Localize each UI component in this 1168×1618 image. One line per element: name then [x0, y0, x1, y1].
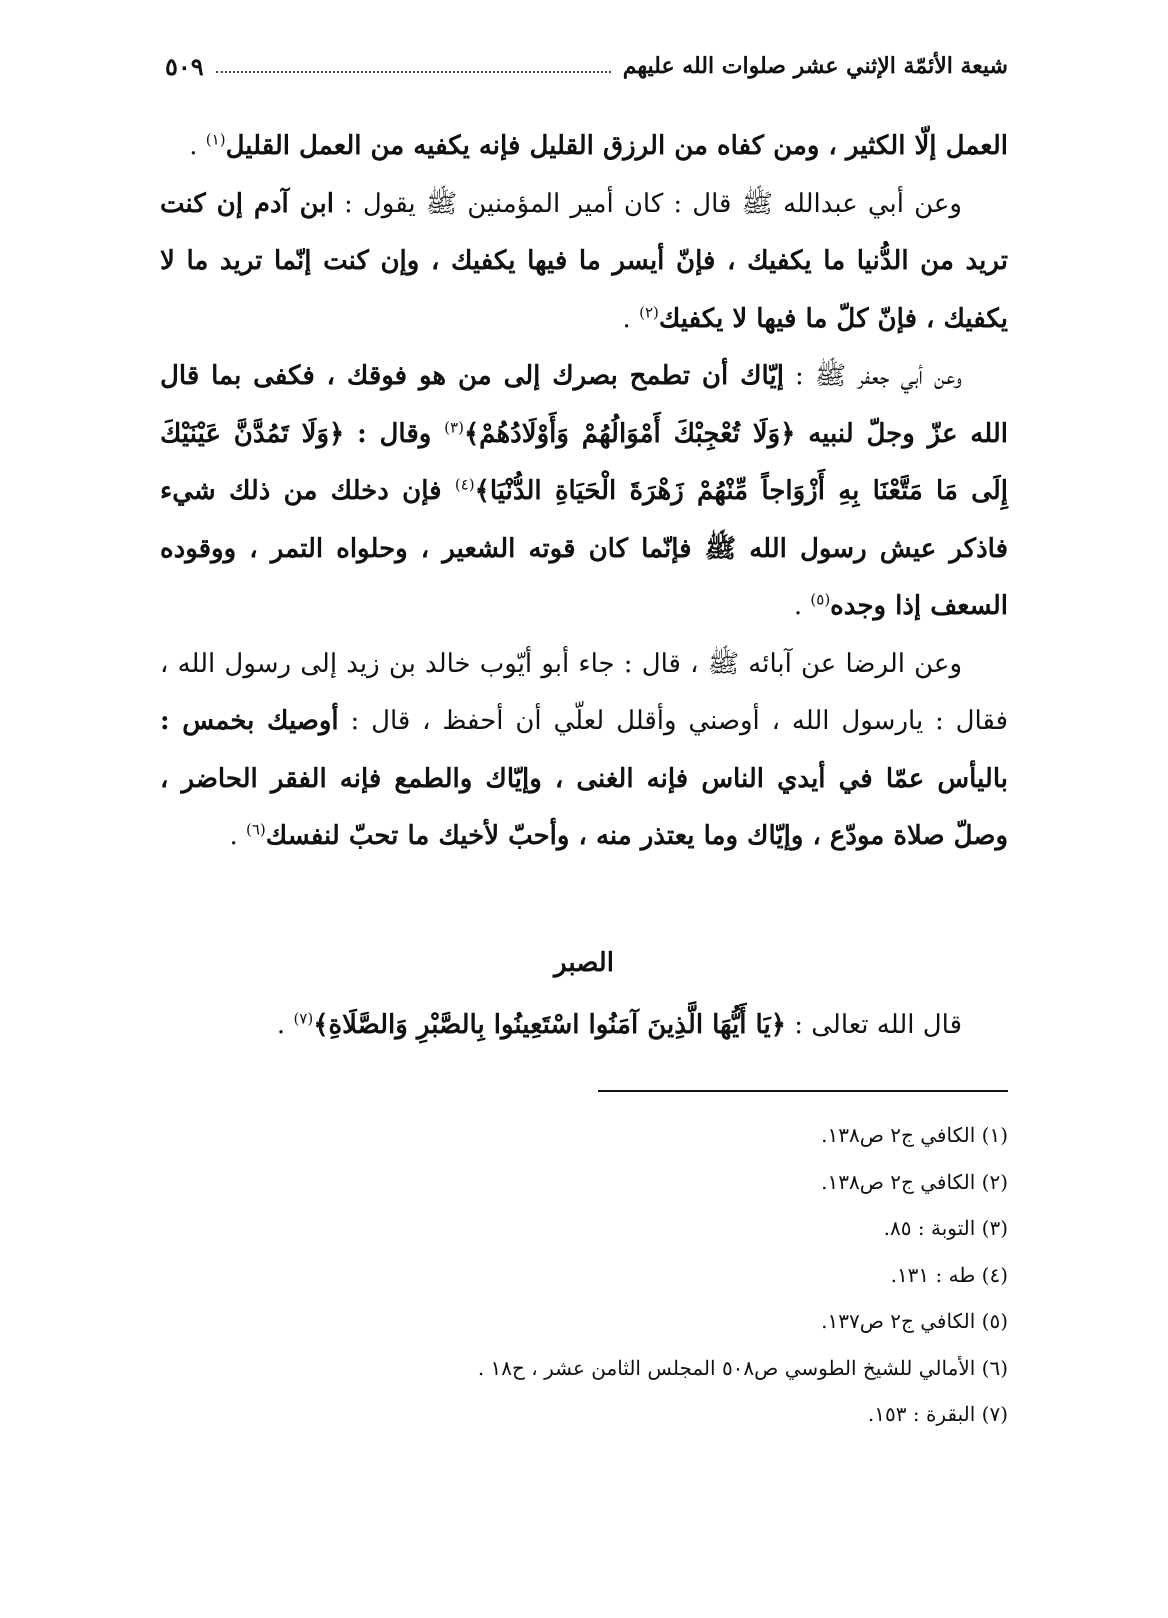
header-dot-leader — [216, 71, 611, 73]
verse-end: . — [276, 1010, 294, 1040]
footnote: (٤) طه : ١٣١. — [890, 1262, 1008, 1287]
text-run: . — [793, 591, 811, 621]
section-verse-line — [160, 1000, 1008, 1050]
footnote-marker: (١) — [205, 130, 226, 149]
paragraph — [160, 176, 1008, 349]
text-run: وعن أبي جعفر ﷺ : — [783, 361, 962, 391]
text-run: ﴿وَلَا تُعْجِبْكَ أَمْوَالُهُمْ وَأَوْلَادُهُمْ﴾ — [463, 418, 796, 449]
footnote: (٣) التوبة : ٨٥. — [883, 1216, 1008, 1240]
footnote-marker: (٤) — [454, 475, 475, 494]
paragraph — [160, 348, 1008, 636]
text-run: وقال : — [344, 418, 445, 449]
text-run: العمل إلّا الكثير ، ومن كفاه من الرزق القليل فإنه يكفيه من العمل القليل — [225, 131, 1008, 161]
text-run: . — [189, 131, 206, 161]
text-run: . — [622, 303, 640, 334]
header-title: شيعة الأئمّة الإثني عشر صلوات الله عليهم — [622, 53, 1008, 79]
paragraph — [160, 118, 1008, 176]
footnote-marker: (٢) — [639, 302, 659, 321]
text-run: . — [229, 821, 246, 851]
text-run: فإن دخلك من ذلك شيء فاذكر عيش رسول الله ﷺ فإنّما كان قوته الشعير ، وحلواه التمر ، ووقوده السعف إذا وجده — [160, 476, 1008, 621]
main-text — [160, 118, 1008, 866]
footnote: (٢) الكافي ج٢ ص١٣٨. — [821, 1169, 1008, 1194]
text-run: إيّاك أن تطمح بصرك إلى من هو فوقك ، فكفى بما قال الله عزّ وجلّ لنبيه — [160, 361, 1008, 449]
footnote-marker: (٥) — [810, 590, 831, 609]
footnote-marker: (٦) — [246, 820, 266, 839]
footnote-marker: (٧) — [293, 1009, 314, 1028]
footnote-separator — [598, 1090, 1008, 1092]
text-run: ابن آدم إن كنت تريد من الدُّنيا ما يكفيك ، فإنّ أيسر ما فيها يكفيك ، وإن كنت إنّما تريد ما لا يكفيك ، فإنّ كلّ ما فيها لا يكفيك — [160, 188, 1008, 334]
footnote: (٥) الكافي ج٢ ص١٣٧. — [821, 1309, 1008, 1333]
verse-intro: قال الله تعالى : — [785, 1010, 962, 1040]
section-heading: الصبر — [554, 948, 614, 978]
footnote: (٦) الأمالي للشيخ الطوسي ص٥٠٨ المجلس الثامن عشر ، ح١٨ . — [477, 1355, 1008, 1380]
text-run: ﴿وَلَا تَمُدَّنَّ عَيْنَيْكَ إِلَى مَا مَتَّعْنَا بِهِ أَزْوَاجاً مِّنْهُمْ زَهْرَةَ الْحَيَاةِ الدُّنْيَا﴾ — [160, 418, 1008, 506]
text-run: وعن الرضا عن آبائه ﷺ ، قال : جاء أبو أيّوب خالد بن زيد إلى رسول الله ، فقال : يارسول الله ، أوصني وأقلل لعلّي أن أحفظ ، قال : — [160, 648, 1008, 736]
footnote: (١) الكافي ج٢ ص١٣٨. — [821, 1123, 1008, 1147]
footnotes — [160, 1112, 1008, 1438]
text-run: أوصيك بخمس : باليأس عمّا في أيدي الناس فإنه الغنى ، وإيّاك والطمع فإنه الفقر الحاضر ، وصلّ صلاة مودّع ، وإيّاك وما يعتذر منه ، وأحبّ لأخيك ما تحبّ لنفسك — [160, 706, 1008, 851]
paragraph — [160, 636, 1008, 866]
running-header — [165, 48, 1008, 84]
footnote: (٧) البقرة : ١٥٣. — [867, 1402, 1008, 1426]
page-number: ٥٠٩ — [165, 51, 204, 81]
quran-verse: ﴿يَا أَيُّهَا الَّذِينَ آمَنُوا اسْتَعِينُوا بِالصَّبْرِ وَالصَّلَاةِ﴾ — [313, 1010, 786, 1040]
text-run: وعن أبي عبدالله ﷺ قال : كان أمير المؤمنين ﷺ يقول : — [333, 188, 962, 219]
footnote-marker: (٣) — [444, 417, 464, 436]
